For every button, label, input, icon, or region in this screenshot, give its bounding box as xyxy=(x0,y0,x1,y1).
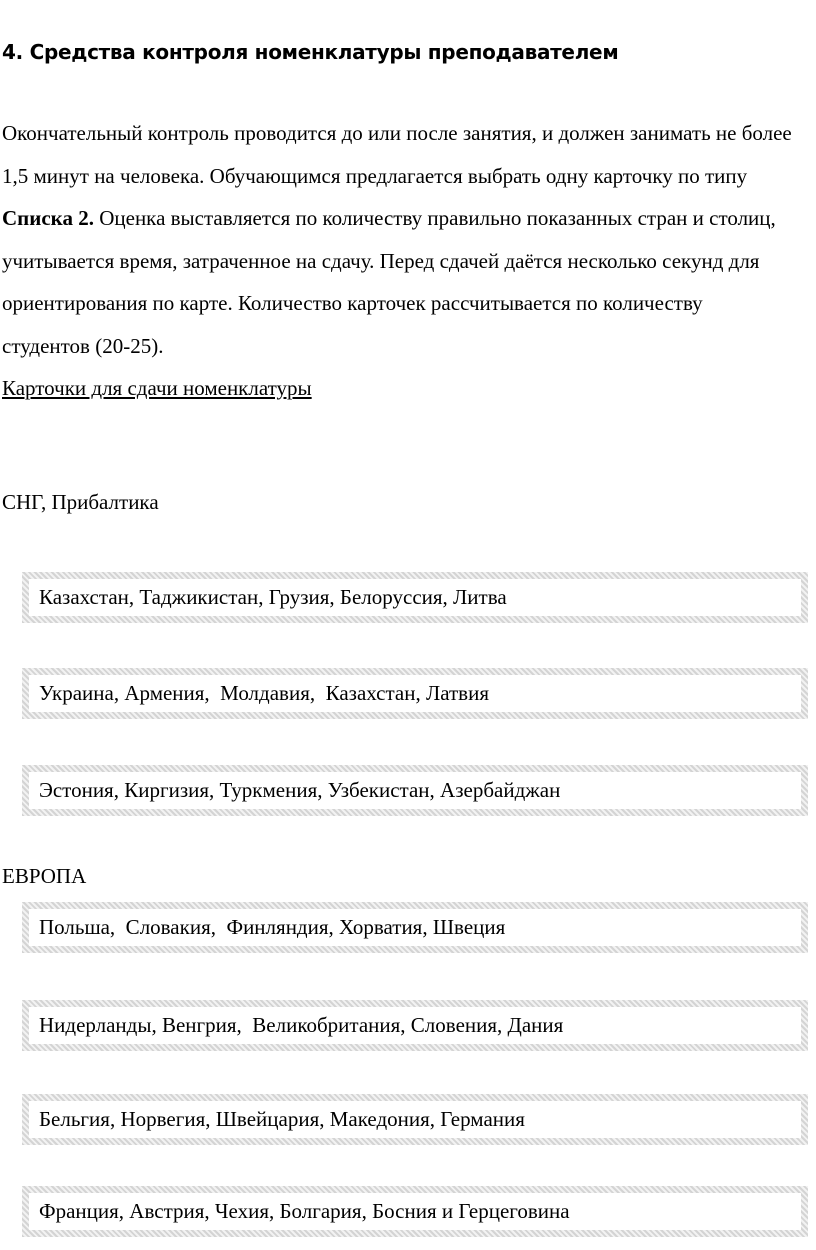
card-text: Франция, Австрия, Чехия, Болгария, Босния и Герцеговина xyxy=(39,1199,570,1223)
instructions-paragraph xyxy=(2,112,792,410)
card-text: Бельгия, Норвегия, Швейцария, Македония, Германия xyxy=(39,1107,525,1131)
cards-link[interactable]: Карточки для сдачи номенклатуры xyxy=(2,376,312,400)
paragraph-bold-list-ref: Списка 2. xyxy=(2,206,94,230)
card-text: Эстония, Киргизия, Туркмения, Узбекистан, Азербайджан xyxy=(39,778,561,802)
section-title-cis: СНГ, Прибалтика xyxy=(2,490,159,514)
paragraph-text-2: Оценка выставляется по количеству правильно показанных стран и столиц, учитывается время, затраченное на сдачу. Перед сдачей даётся несколько секунд для ориентирования по карте. Количество карточек рассчитывается по количеству студентов (20-25). xyxy=(2,206,776,358)
nomenclature-card xyxy=(22,902,808,953)
section-heading: 4. Средства контроля номенклатуры преподавателем xyxy=(2,40,619,64)
section-title-europe: ЕВРОПА xyxy=(2,864,87,888)
nomenclature-card xyxy=(22,1094,808,1145)
card-text: Казахстан, Таджикистан, Грузия, Белоруссия, Литва xyxy=(39,585,507,609)
nomenclature-card xyxy=(22,1000,808,1051)
nomenclature-card xyxy=(22,572,808,623)
nomenclature-card xyxy=(22,668,808,719)
card-text: Украина, Армения, Молдавия, Казахстан, Латвия xyxy=(39,681,489,705)
paragraph-text-1: Окончательный контроль проводится до или после занятия, и должен занимать не более 1,5 минут на человека. Обучающимся предлагается выбрать одну карточку по типу xyxy=(2,121,792,188)
card-text: Польша, Словакия, Финляндия, Хорватия, Швеция xyxy=(39,915,506,939)
nomenclature-card xyxy=(22,765,808,816)
card-text: Нидерланды, Венгрия, Великобритания, Словения, Дания xyxy=(39,1013,564,1037)
nomenclature-card xyxy=(22,1186,808,1237)
